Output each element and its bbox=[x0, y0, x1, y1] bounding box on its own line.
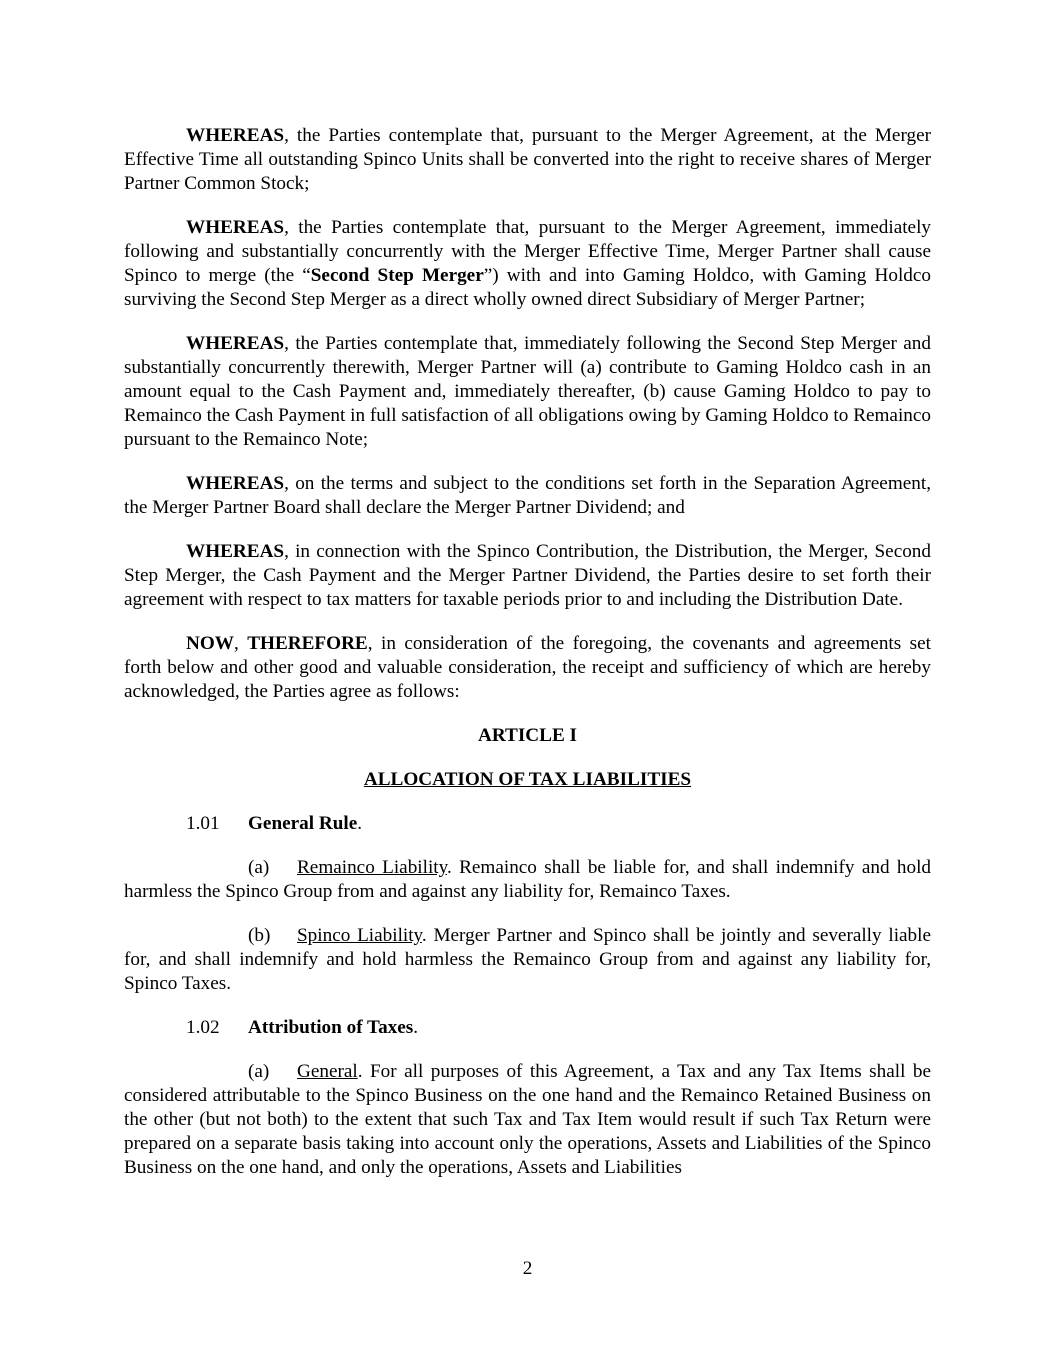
section-title: Attribution of Taxes bbox=[248, 1017, 414, 1038]
paragraph-text: , the Parties contemplate that, pursuant to the Merger Agreement, immediately following and substantially concurrently with the Merger Effective Time, Merger Partner shall cause Spinco to merge (the “ bbox=[124, 217, 931, 286]
subsection-label: (a) bbox=[248, 1061, 270, 1082]
section-number: 1.01 bbox=[186, 813, 220, 834]
subsection-text: . Remainco shall be liable for, and shall indemnify and hold harmless the Spinco Group from and against any liability for, Remainco Taxes. bbox=[124, 857, 931, 902]
whereas-lead: WHEREAS bbox=[186, 541, 285, 562]
section-1-02-a bbox=[124, 1060, 931, 1180]
paragraph-text: , on the terms and subject to the conditions set forth in the Separation Agreement, the Merger Partner Board shall declare the Merger Partner Dividend; and bbox=[124, 473, 931, 518]
section-title: General Rule bbox=[248, 813, 358, 834]
document-page bbox=[124, 124, 931, 1200]
whereas-lead: WHEREAS bbox=[186, 473, 285, 494]
subsection-label: (a) bbox=[248, 857, 270, 878]
paragraph-text: , the Parties contemplate that, pursuant to the Merger Agreement, at the Merger Effective Time all outstanding Spinco Units shall be converted into the right to receive shares of Merger Partner Common Stock; bbox=[124, 125, 931, 194]
subsection-text: . Merger Partner and Spinco shall be jointly and severally liable for, and shall indemnify and hold harmless the Remainco Group from and against any liability for, Spinco Taxes. bbox=[124, 925, 931, 994]
whereas-paragraph-2 bbox=[124, 216, 931, 312]
subsection-heading: Spinco Liability bbox=[297, 925, 422, 946]
article-number: ARTICLE I bbox=[477, 725, 578, 746]
whereas-paragraph-3 bbox=[124, 332, 931, 452]
now-lead: NOW bbox=[186, 633, 234, 654]
whereas-lead: WHEREAS bbox=[186, 217, 285, 238]
section-number: 1.02 bbox=[186, 1017, 220, 1038]
subsection-heading: General bbox=[297, 1061, 358, 1082]
whereas-paragraph-1 bbox=[124, 124, 931, 196]
page-number: 2 bbox=[522, 1258, 533, 1279]
paragraph-text: ”) with and into Gaming Holdco, with Gaming Holdco surviving the Second Step Merger as a direct wholly owned direct Subsidiary of Merger Partner; bbox=[124, 265, 931, 310]
subsection-text: . For all purposes of this Agreement, a Tax and any Tax Items shall be considered attributable to the Spinco Business on the one hand and the Remainco Retained Business on the other (but not both) to the extent that such Tax and Tax Item would result if such Tax Return were prepared on a separate basis taking into account only the operations, Assets and Liabilities of the Spinco Business on the one hand, and only the operations, Assets and Liabilities bbox=[124, 1061, 931, 1178]
lead-separator: , bbox=[233, 633, 248, 654]
section-title-period: . bbox=[413, 1017, 419, 1038]
paragraph-text: , the Parties contemplate that, immediately following the Second Step Merger and substantially concurrently therewith, Merger Partner will (a) contribute to Gaming Holdco cash in an amount equal to the Cash Payment and, immediately thereafter, (b) cause Gaming Holdco to pay to Remainco the Cash Payment in full satisfaction of all obligations owing by Gaming Holdco to Remainco pursuant to the Remainco Note; bbox=[124, 333, 931, 450]
paragraph-text: , in connection with the Spinco Contribution, the Distribution, the Merger, Second Step Merger, the Cash Payment and the Merger Partner Dividend, the Parties desire to set forth their agreement with respect to tax matters for taxable periods prior to and including the Distribution Date. bbox=[124, 541, 931, 610]
whereas-lead: WHEREAS bbox=[186, 333, 285, 354]
defined-term: Second Step Merger bbox=[310, 265, 484, 286]
section-1-01-heading bbox=[124, 812, 931, 836]
therefore-lead: THEREFORE bbox=[247, 633, 368, 654]
paragraph-text: , in consideration of the foregoing, the covenants and agreements set forth below and other good and valuable consideration, the receipt and sufficiency of which are hereby acknowledged, the Parties agree as follows: bbox=[124, 633, 932, 702]
subsection-label: (b) bbox=[248, 925, 271, 946]
subsection-heading: Remainco Liability bbox=[297, 857, 447, 878]
section-1-02-heading bbox=[124, 1016, 931, 1040]
section-title-period: . bbox=[357, 813, 363, 834]
section-1-01-a bbox=[124, 856, 931, 904]
now-therefore-paragraph bbox=[124, 632, 931, 704]
section-1-01-b bbox=[124, 924, 931, 996]
whereas-lead: WHEREAS bbox=[186, 125, 285, 146]
article-title-text: ALLOCATION OF TAX LIABILITIES bbox=[363, 769, 692, 790]
whereas-paragraph-4 bbox=[124, 472, 931, 520]
article-title bbox=[124, 768, 931, 792]
whereas-paragraph-5 bbox=[124, 540, 931, 612]
